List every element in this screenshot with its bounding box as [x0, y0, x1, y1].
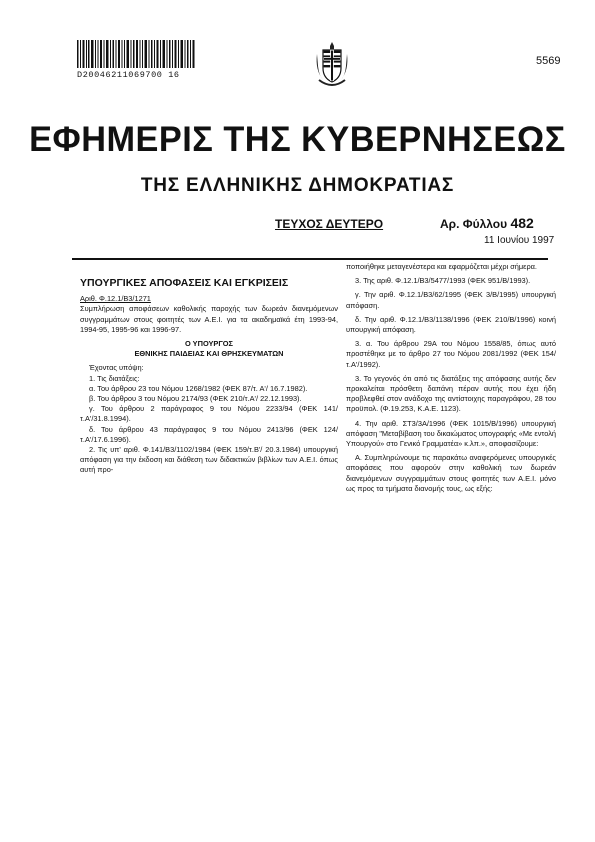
body-paragraph: 3. Της αριθ. Φ.12.1/Β3/5477/1993 (ΦΕΚ 951/Β/1993).: [355, 276, 531, 286]
preamble-item: δ. Του άρθρου 43 παράγραφος 9 του Νόμου 2413/96 (ΦΕΚ 124/τ.Α'/17.6.1996).: [80, 424, 338, 444]
preamble-item: 2. Τις υπ' αριθ. Φ.141/Β3/1102/1984 (ΦΕΚ 159/τ.Β'/ 20.3.1984) υπουργική απόφαση για την έκδοση και διάθεση των διδακτικών βιβλίων των Α.Ε.Ι. όπως αυτή προ-: [80, 445, 338, 475]
sheet-number-label: [440, 215, 534, 231]
section-title: ΥΠΟΥΡΓΙΚΕΣ ΑΠΟΦΑΣΕΙΣ ΚΑΙ ΕΓΚΡΙΣΕΙΣ: [80, 277, 289, 289]
preamble-item: α. Του άρθρου 23 του Νόμου 1268/1982 (ΦΕΚ 87/τ. Α'/ 16.7.1982).: [89, 383, 308, 393]
body-paragraph: 4. Την αριθ. ΣΤ3/3Α/1996 (ΦΕΚ 1015/Β/1996) υπουργική απόφαση "Μεταβίβαση του δικαιώματος υπογραφής «Με εντολή Υπουργού» στο Γενικό Γραμματέα» κ.λπ.», αποφασίζουμε:: [346, 418, 556, 449]
coat-of-arms-icon: [313, 40, 351, 92]
body-paragraph: ποποιήθηκε μεταγενέστερα και εφαρμόζεται μέχρι σήμερα.: [346, 262, 537, 271]
sheet-number: 482: [510, 215, 534, 231]
body-paragraph: γ. Την αριθ. Φ.12.1/Β3/62/1995 (ΦΕΚ 3/Β/1995) υπουργική απόφαση.: [346, 290, 556, 310]
gazette-title: ΕΦΗΜΕΡΙΣ ΤΗΣ ΚΥΒΕΡΝΗΣΕΩΣ: [29, 120, 566, 159]
header-divider: [72, 258, 548, 260]
preamble-item: γ. Του άρθρου 2 παράγραφος 9 του Νόμου 2233/94 (ΦΕΚ 141/τ.Α'/31.8.1994).: [80, 404, 338, 424]
right-column: [346, 262, 556, 494]
decision-subject: Συμπλήρωση αποφάσεων καθολικής παροχής των δωρεάν διανεμόμενων συγγραμμάτων στους φοιτητές των Α.Ε.Ι. για τα ακαδημαϊκά έτη 1993-94, 1994-95, 1995-96 και 1996-97.: [80, 304, 338, 334]
decision-reference: Αριθ. Φ.12.1/Β3/1271: [80, 294, 151, 304]
preamble-intro: Έχοντας υπόψη:: [89, 363, 144, 373]
body-paragraph: 3. Το γεγονός ότι από τις διατάξεις της απόφασης αυτής δεν προκαλείται πρόσθετη δαπάνη πέραν αυτής που έχει ήδη προβλεφθεί στον ανάδοχο της αντίστοιχης παραγράφου, 28 του προϋπολ. (Φ.19.253, Κ.Α.Ε. 1123).: [346, 373, 556, 414]
preamble-item: 1. Τις διατάξεις:: [89, 373, 140, 383]
sheet-label-text: Αρ. Φύλλου: [440, 217, 508, 231]
left-column: [80, 262, 338, 476]
barcode: [77, 40, 195, 68]
page-number: 5569: [536, 55, 561, 67]
minister-title: Ο ΥΠΟΥΡΓΟΣ: [185, 339, 233, 349]
ministry-name: ΕΘΝΙΚΗΣ ΠΑΙΔΕΙΑΣ ΚΑΙ ΘΡΗΣΚΕΥΜΑΤΩΝ: [134, 349, 284, 359]
body-paragraph: δ. Την αριθ. Φ.12.1/Β3/1138/1996 (ΦΕΚ 210/Β/1996) κοινή υπουργική απόφαση.: [346, 314, 556, 335]
barcode-number: D20046211069700 16: [77, 70, 180, 80]
preamble-item: β. Του άρθρου 3 του Νόμου 2174/93 (ΦΕΚ 210/τ.Α'/ 22.12.1993).: [89, 394, 302, 404]
body-paragraph: 3. α. Του άρθρου 29Α του Νόμου 1558/85, όπως αυτό προστέθηκε με το άρθρο 27 του Νόμου 2081/1992 (ΦΕΚ 154/τ.Α'/1992).: [346, 339, 556, 369]
body-paragraph: Α. Συμπληρώνουμε τις παρακάτω αναφερόμενες υπουργικές αποφάσεις που αφορούν στην καθολική των δωρεάν διανεμόμενων συγγραμμάτων στους φοιτητές των Α.Ε.Ι. μόνο ως προς τα τμήματα διανομής τους, ως εξής:: [346, 453, 556, 493]
issue-type: ΤΕΥΧΟΣ ΔΕΥΤΕΡΟ: [275, 217, 384, 231]
gazette-subtitle: ΤΗΣ ΕΛΛΗΝΙΚΗΣ ΔΗΜΟΚΡΑΤΙΑΣ: [140, 175, 455, 196]
issue-date: 11 Ιουνίου 1997: [484, 235, 555, 246]
